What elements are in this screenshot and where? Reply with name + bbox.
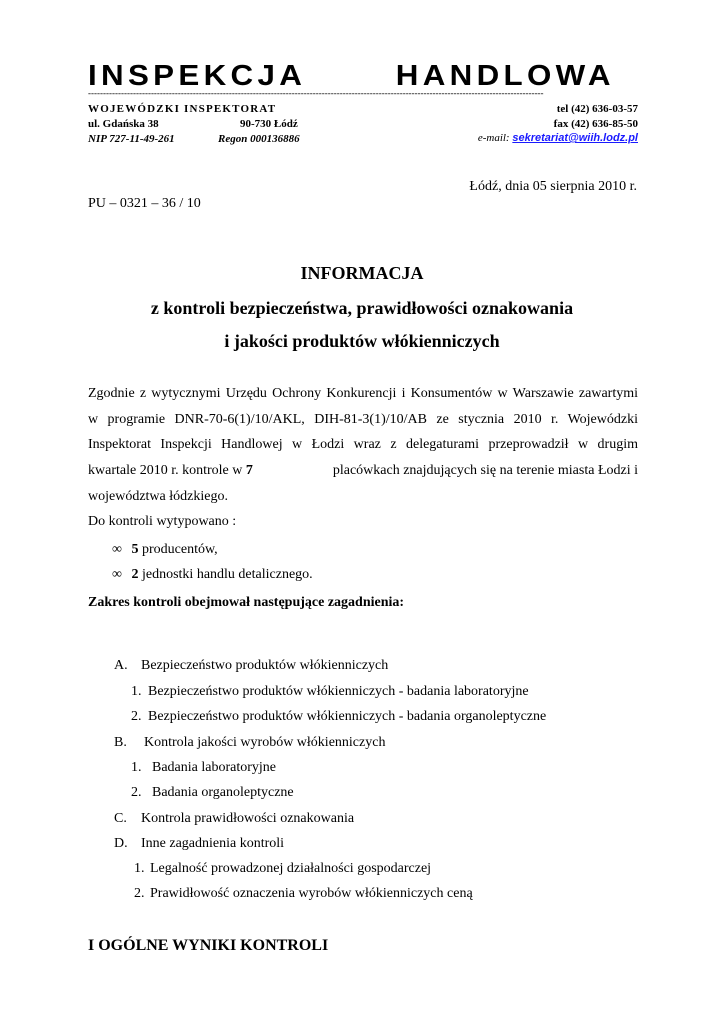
office-fax: fax (42) 636-85-50 <box>553 118 638 130</box>
outline-text: Bezpieczeństwo produktów włókienniczych <box>141 658 389 673</box>
date-line: Łódź, dnia 05 sierpnia 2010 r. <box>469 179 637 194</box>
outline-text: Badania laboratoryjne <box>152 760 277 775</box>
selected-text: jednostki handlu detalicznego. <box>141 567 313 582</box>
email-link[interactable]: sekretariat@wiih.lodz.pl <box>512 132 638 144</box>
intro-line-1: Zgodnie z wytycznymi Urzędu Ochrony Konkurencji i Konsumentów w Warszawie zawartymi <box>88 386 638 401</box>
intro-line-4-start <box>88 459 253 483</box>
outline-text: Bezpieczeństwo produktów włókienniczych - badania laboratoryjne <box>148 684 529 699</box>
outline-marker: A. <box>114 658 128 673</box>
logo-word-handlowa: HANDLOWA <box>395 60 615 92</box>
outline-item-d2 <box>134 882 473 906</box>
outline-text: Kontrola prawidłowości oznakowania <box>141 811 355 826</box>
outline-marker: D. <box>114 836 128 851</box>
intro-line-4-end: placówkach znajdujących się na terenie miasta Łodzi i <box>332 463 638 478</box>
outline-text: Inne zagadnienia kontroli <box>141 836 285 851</box>
outline-text: Legalność prowadzonej działalności gospodarczej <box>150 861 432 876</box>
letterhead-divider: -------------------------------------------------------------------------------------------------------------------------------------------------------- <box>88 88 544 98</box>
intro-line-5: województwa łódzkiego. <box>88 489 228 504</box>
outline-marker: B. <box>114 735 127 750</box>
outline-marker: C. <box>114 811 127 826</box>
outline-text: Prawidłowość oznaczenia wyrobów włókienniczych ceną <box>150 886 473 901</box>
outline-item-b1 <box>131 756 277 780</box>
intro-line-2: w programie DNR-70-6(1)/10/AKL, DIH-81-3(1)/10/AB ze stycznia 2010 r. Wojewódzki <box>88 412 638 427</box>
selected-item <box>112 563 313 587</box>
email-label: e-mail: <box>477 132 510 144</box>
outline-item-d1 <box>134 857 432 881</box>
infinity-bullet-icon: ∞ <box>112 542 122 557</box>
outline-item-c <box>114 807 355 831</box>
document-title: INFORMACJA <box>300 263 424 283</box>
office-postal: 90-730 Łódź <box>240 118 298 130</box>
outline-marker: 2. <box>134 886 145 901</box>
intro-quarter-text: kwartale 2010 r. kontrole w <box>88 463 243 478</box>
office-street: ul. Gdańska 38 <box>88 118 159 130</box>
scope-heading: Zakres kontroli obejmował następujące zagadnienia: <box>88 595 405 610</box>
outline-text: Bezpieczeństwo produktów włókienniczych - badania organoleptyczne <box>148 709 547 724</box>
selected-count: 2 <box>131 567 139 582</box>
outline-item-a <box>114 654 389 678</box>
outline-item-a1 <box>131 680 529 704</box>
office-name: WOJEWÓDZKI INSPEKTORAT <box>88 103 277 115</box>
outline-marker: 1. <box>131 684 142 699</box>
outline-item-b2 <box>131 781 294 805</box>
office-tel: tel (42) 636-03-57 <box>556 103 638 115</box>
intro-line-4 <box>88 459 638 483</box>
selected-count: 5 <box>131 542 139 557</box>
outline-marker: 1. <box>131 760 142 775</box>
outline-text: Kontrola jakości wyrobów włókienniczych <box>144 735 386 750</box>
intro-line-3: Inspektorat Inspekcji Handlowej w Łodzi wraz z delegaturami przeprowadził w drugim <box>88 437 638 452</box>
office-email-line <box>478 132 638 144</box>
infinity-bullet-icon: ∞ <box>112 567 122 582</box>
selected-item <box>112 538 218 562</box>
outline-item-d <box>114 832 285 856</box>
outline-marker: 2. <box>131 709 142 724</box>
section-heading: I OGÓLNE WYNIKI KONTROLI <box>88 937 329 954</box>
intro-line-6: Do kontroli wytypowano : <box>88 514 237 529</box>
reference-number: PU – 0321 – 36 / 10 <box>88 196 201 211</box>
logo-word-inspekcja: INSPEKCJA <box>88 60 307 92</box>
document-subtitle-line1: z kontroli bezpieczeństwa, prawidłowości oznakowania <box>150 298 574 318</box>
outline-item-b <box>114 731 386 755</box>
outline-item-a2 <box>131 705 547 729</box>
document-subtitle-line2: i jakości produktów włókienniczych <box>224 331 500 351</box>
outline-marker: 2. <box>131 785 142 800</box>
selected-text: producentów, <box>141 542 218 557</box>
outline-text: Badania organoleptyczne <box>152 785 294 800</box>
outline-marker: 1. <box>134 861 145 876</box>
office-regon: Regon 000136886 <box>218 133 300 145</box>
outlet-count: 7 <box>245 463 253 478</box>
office-nip: NIP 727-11-49-261 <box>88 133 175 145</box>
